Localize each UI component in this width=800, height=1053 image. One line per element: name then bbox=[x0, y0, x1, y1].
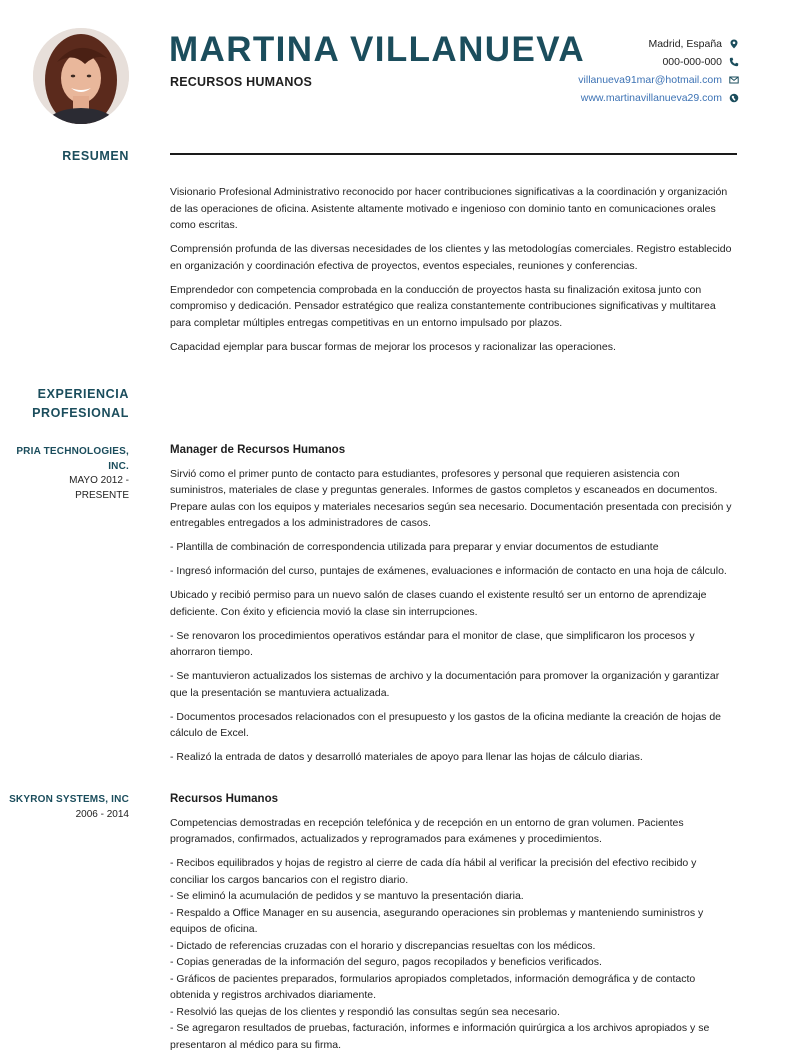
contact-website[interactable] bbox=[578, 89, 740, 107]
location-text: Madrid, España bbox=[648, 38, 722, 51]
phone-text: 000-000-000 bbox=[662, 56, 722, 69]
job-1-paragraph: Sirvió como el primer punto de contacto para estudiantes, profesores y personal que requieren asistencia con suministros, materiales de clase y preguntas generales. Informes de gastos completos y escaneados en documentos. Prepare aulas con los equipos y materiales necesarios según sea necesario. Documentación presentada con precisión y entregables entregados a los administradores de casos. bbox=[170, 467, 732, 529]
list-item: - Resolvió las quejas de los clientes y respondió las consultas según sea necesario. bbox=[170, 1005, 560, 1018]
job-2-title: Recursos Humanos bbox=[170, 793, 279, 805]
job-1-dates-line2: PRESENTE bbox=[75, 489, 129, 501]
summary-section bbox=[170, 184, 737, 363]
list-item: - Recibos equilibrados y hojas de registro al cierre de cada día hábil al verificar la precisión del efectivo recibido y conciliar los cargos bancarios con el registro diario. bbox=[170, 857, 697, 886]
summary-heading: RESUMEN bbox=[62, 149, 129, 163]
profile-photo bbox=[33, 28, 129, 124]
job-1-paragraph: - Realizó la entrada de datos y desarrolló materiales de apoyo para llenar las hojas de cálculo diarias. bbox=[170, 751, 643, 763]
job-1-paragraph: - Se mantuvieron actualizados los sistemas de archivo y la documentación para promover la organización y garantizar que la presentación se mantuviera actualizada. bbox=[170, 670, 720, 699]
summary-paragraph: Capacidad ejemplar para buscar formas de mejorar los procesos y racionalizar las operaciones. bbox=[170, 340, 616, 353]
contact-email[interactable] bbox=[578, 71, 740, 89]
candidate-name: MARTINA VILLANUEVA bbox=[169, 30, 586, 69]
job-2-details bbox=[170, 791, 737, 1053]
list-item: - Se agregaron resultados de pruebas, facturación, informes e información quirúrgica a los archivos apropiados y se presentaron al médico para su firma. bbox=[170, 1022, 710, 1051]
list-item: - Dictado de referencias cruzadas con el horario y discrepancias resueltas con los médicos. bbox=[170, 939, 596, 952]
list-item: - Copias generadas de la información del seguro, pagos recopilados y beneficios verificados. bbox=[170, 956, 602, 968]
phone-icon bbox=[728, 57, 740, 67]
globe-icon bbox=[728, 93, 740, 103]
contact-location bbox=[578, 35, 740, 53]
job-1-paragraph: Ubicado y recibió permiso para un nuevo salón de clases cuando el existente resultó ser un entorno de aprendizaje deficiente. Con éxito y eficiencia movió la clase sin interrupciones. bbox=[170, 589, 707, 618]
job-1-paragraph: - Se renovaron los procedimientos operativos estándar para el monitor de clase, que simplificaron los procesos y ahorraron tiempo. bbox=[170, 629, 695, 658]
website-link[interactable]: www.martinavillanueva29.com bbox=[580, 92, 722, 105]
job-1-details bbox=[170, 442, 737, 773]
summary-paragraph: Emprendedor con competencia comprobada en la conducción de proyectos hasta su finalización exitosa junto con compromiso y dedicación. Pensador estratégico que realiza constantemente contribuciones significativas y multitarea para completar múltiples entregas competitivas en un entorno impulsado por plazos. bbox=[170, 283, 716, 329]
list-item: - Gráficos de pacientes preparados, formularios apropiados completados, información demográfica y de contacto obtenida y registros archivados diariamente. bbox=[170, 972, 696, 1001]
job-1-paragraph: - Plantilla de combinación de correspondencia utilizada para preparar y enviar documentos de estudiante bbox=[170, 541, 659, 553]
job-2-bullet-list bbox=[170, 855, 737, 1053]
experience-heading-line1: EXPERIENCIA bbox=[37, 387, 129, 401]
list-item: - Respaldo a Office Manager en su ausencia, asegurando operaciones sin problemas y manteniendo suministros y equipos de oficina. bbox=[170, 906, 704, 935]
job-2-company: SKYRON SYSTEMS, INC bbox=[9, 794, 129, 805]
contact-block bbox=[578, 35, 740, 107]
candidate-role: RECURSOS HUMANOS bbox=[170, 75, 313, 89]
job-1-company-line1: PRIA TECHNOLOGIES, bbox=[16, 446, 129, 457]
summary-paragraph: Comprensión profunda de las diversas necesidades de los clientes y las metodologías comerciales. Registro establecido en organización y coordinación efectiva de proyectos, eventos especiales, reuniones y conferencias. bbox=[170, 243, 732, 272]
contact-phone bbox=[578, 53, 740, 71]
job-1-paragraph: - Documentos procesados relacionados con el presupuesto y los gastos de la oficina mediante la creación de hojas de cálculo de Excel. bbox=[170, 710, 721, 739]
job-1-title: Manager de Recursos Humanos bbox=[170, 444, 346, 456]
job-2-meta bbox=[9, 793, 129, 822]
list-item: - Se eliminó la acumulación de pedidos y se mantuvo la presentación diaria. bbox=[170, 890, 524, 902]
location-pin-icon bbox=[728, 39, 740, 49]
experience-heading-line2: PROFESIONAL bbox=[32, 406, 129, 420]
job-1-meta bbox=[9, 445, 129, 503]
job-2-dates: 2006 - 2014 bbox=[75, 808, 129, 820]
email-link[interactable]: villanueva91mar@hotmail.com bbox=[578, 74, 722, 87]
job-1-dates-line1: MAYO 2012 - bbox=[69, 475, 129, 486]
job-1-paragraph: - Ingresó información del curso, puntajes de exámenes, evaluaciones e información de contacto en una hoja de cálculo. bbox=[170, 565, 727, 577]
job-1-company-line2: INC. bbox=[108, 460, 129, 472]
section-divider bbox=[170, 153, 737, 155]
experience-heading bbox=[32, 385, 129, 423]
job-2-intro: Competencias demostradas en recepción telefónica y de recepción en un entorno de gran volumen. Pacientes programados, confirmados, actualizados y reprogramados para exámenes y procedimientos. bbox=[170, 816, 684, 845]
summary-paragraph: Visionario Profesional Administrativo reconocido por hacer contribuciones significativas a la coordinación y organización de las operaciones de oficina. Asistente altamente motivado e ingenioso con dominio tanto en comunicaciones orales como escritas. bbox=[170, 186, 728, 231]
envelope-icon bbox=[728, 75, 740, 85]
